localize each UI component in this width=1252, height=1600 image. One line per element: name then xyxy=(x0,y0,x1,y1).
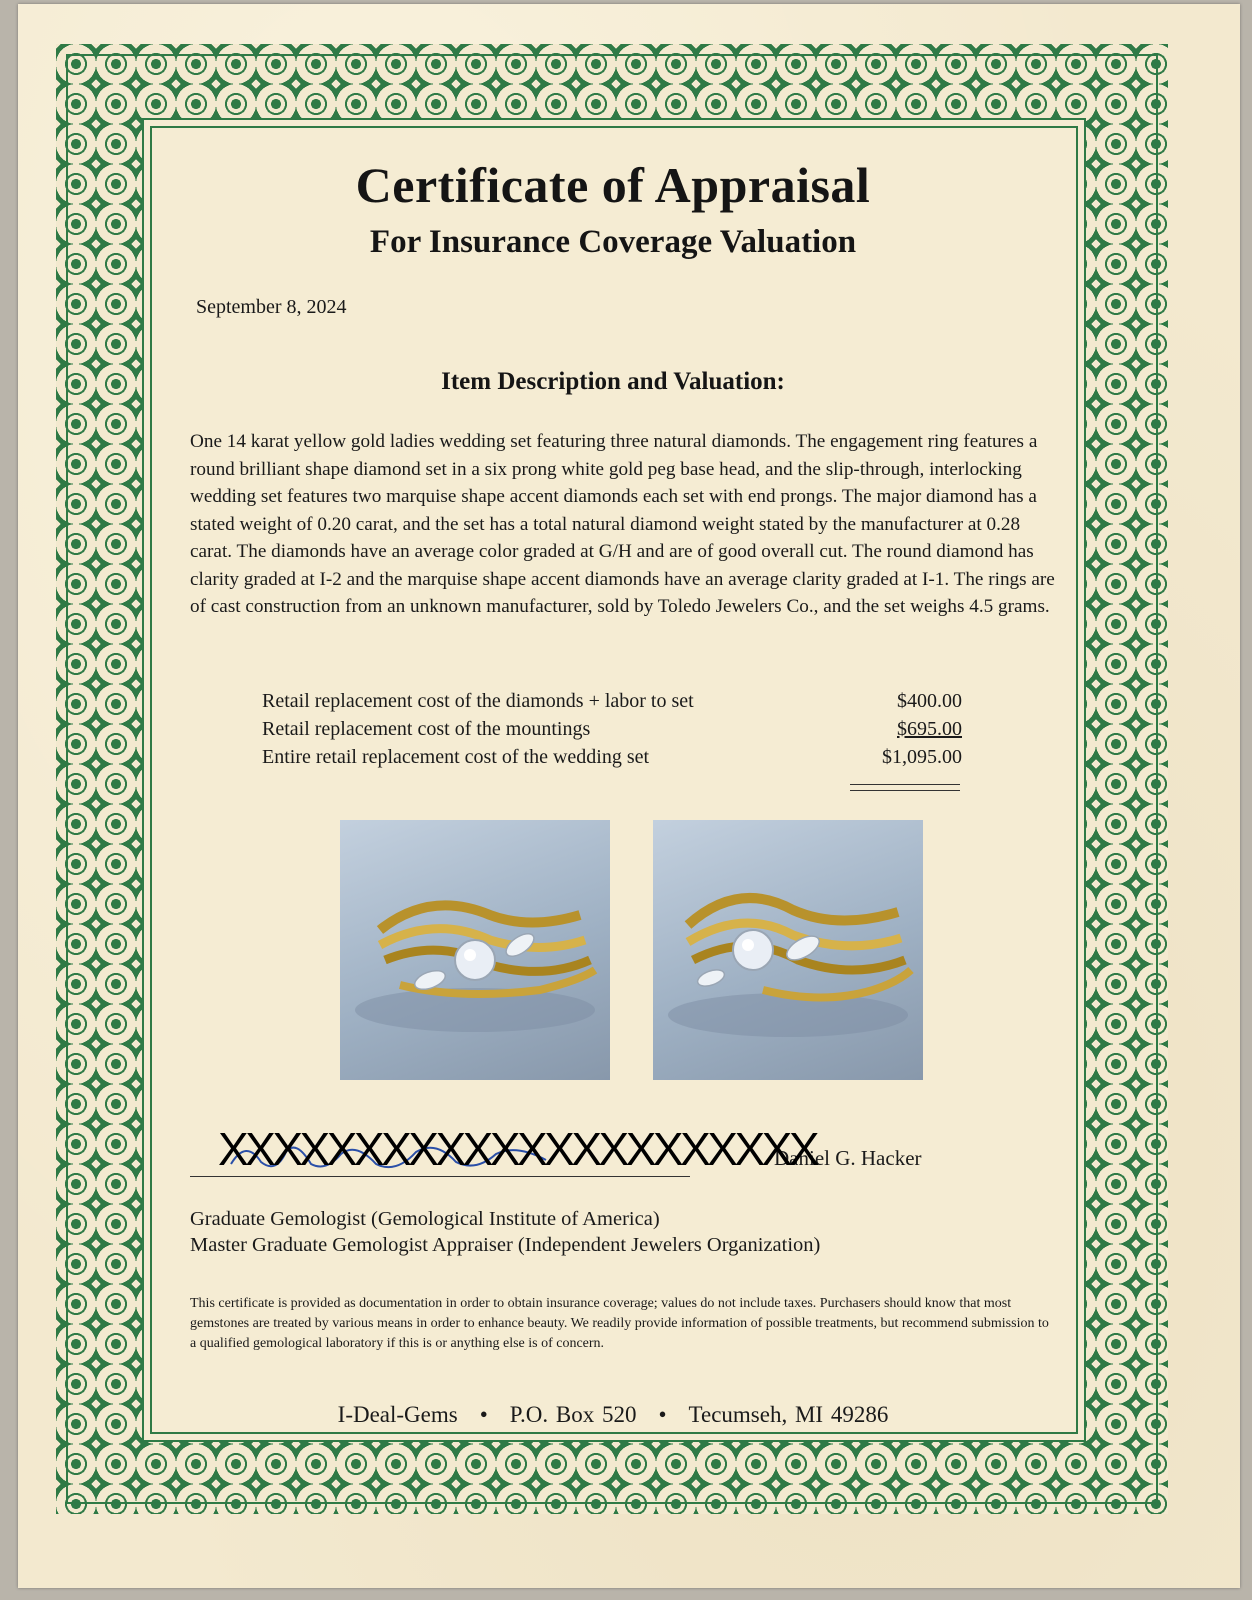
section-heading: Item Description and Valuation: xyxy=(441,368,785,395)
cost-value: $695.00 xyxy=(897,718,962,740)
certificate-title: Certificate of Appraisal xyxy=(355,157,871,213)
item-description: One 14 karat yellow gold ladies wedding set featuring three natural diamonds. The engagement ring features a round brilliant shape diamond set in a six prong white gold peg base head, and the slip-through, interlocking wedding set features two marquise shape accent diamonds each set with end prongs. The major diamond has a stated weight of 0.20 carat, and the set has a total natural diamond weight stated by the manufacturer at 0.28 carat. The diamonds have an average color graded at G/H and are of good overall cut. The round diamond has clarity graded at I-2 and the marquise shape accent diamonds have an average clarity graded at I-1. The rings are of cast construction from an unknown manufacturer, sold by Toledo Jewelers Co., and the set weighs 4.5 grams. xyxy=(190,431,1055,617)
signature-redaction: XXXXXXXXXXXXXXXXXXXXXX xyxy=(218,1123,816,1175)
appraiser-printed-name: Daniel G. Hacker xyxy=(774,1146,922,1170)
appraisal-date: September 8, 2024 xyxy=(196,296,347,318)
cost-label: Retail replacement cost of the mountings xyxy=(262,718,591,740)
certificate-subtitle: For Insurance Coverage Valuation xyxy=(369,224,857,260)
footer-separator: • xyxy=(658,1402,667,1427)
cost-value: $1,095.00 xyxy=(882,746,962,768)
ring-image xyxy=(653,820,923,1080)
cost-label: Entire retail replacement cost of the wedding set xyxy=(262,746,650,768)
ring-image xyxy=(340,820,610,1080)
cost-label: Retail replacement cost of the diamonds + labor to set xyxy=(262,690,694,712)
footer-city: Tecumseh, MI 49286 xyxy=(688,1402,889,1427)
credential-ijo: Master Graduate Gemologist Appraiser (Independent Jewelers Organization) xyxy=(190,1234,821,1256)
cost-value: $400.00 xyxy=(897,690,962,712)
credential-gia: Graduate Gemologist (Gemological Institute of America) xyxy=(190,1208,660,1230)
cost-row-mountings xyxy=(262,718,962,746)
disclaimer: This certificate is provided as documentation in order to obtain insurance coverage; values do not include taxes. Purchasers should know that most gemstones are treated by various means in order to enhance beauty. We readily provide information of possible treatments, but recommend submission to a qualified gemological laboratory if this is or anything else is of concern. xyxy=(190,1296,1049,1351)
cost-row-total xyxy=(262,746,962,774)
footer-address xyxy=(158,1402,1068,1428)
footer-company: I-Deal-Gems xyxy=(337,1402,458,1427)
total-double-underline xyxy=(850,784,960,791)
footer-po-box: P.O. Box 520 xyxy=(509,1402,637,1427)
signature-line xyxy=(190,1176,690,1177)
cost-row-diamonds xyxy=(262,690,962,718)
ring-photo-right xyxy=(653,820,923,1080)
ring-photo-left xyxy=(340,820,610,1080)
footer-separator: • xyxy=(479,1402,488,1427)
